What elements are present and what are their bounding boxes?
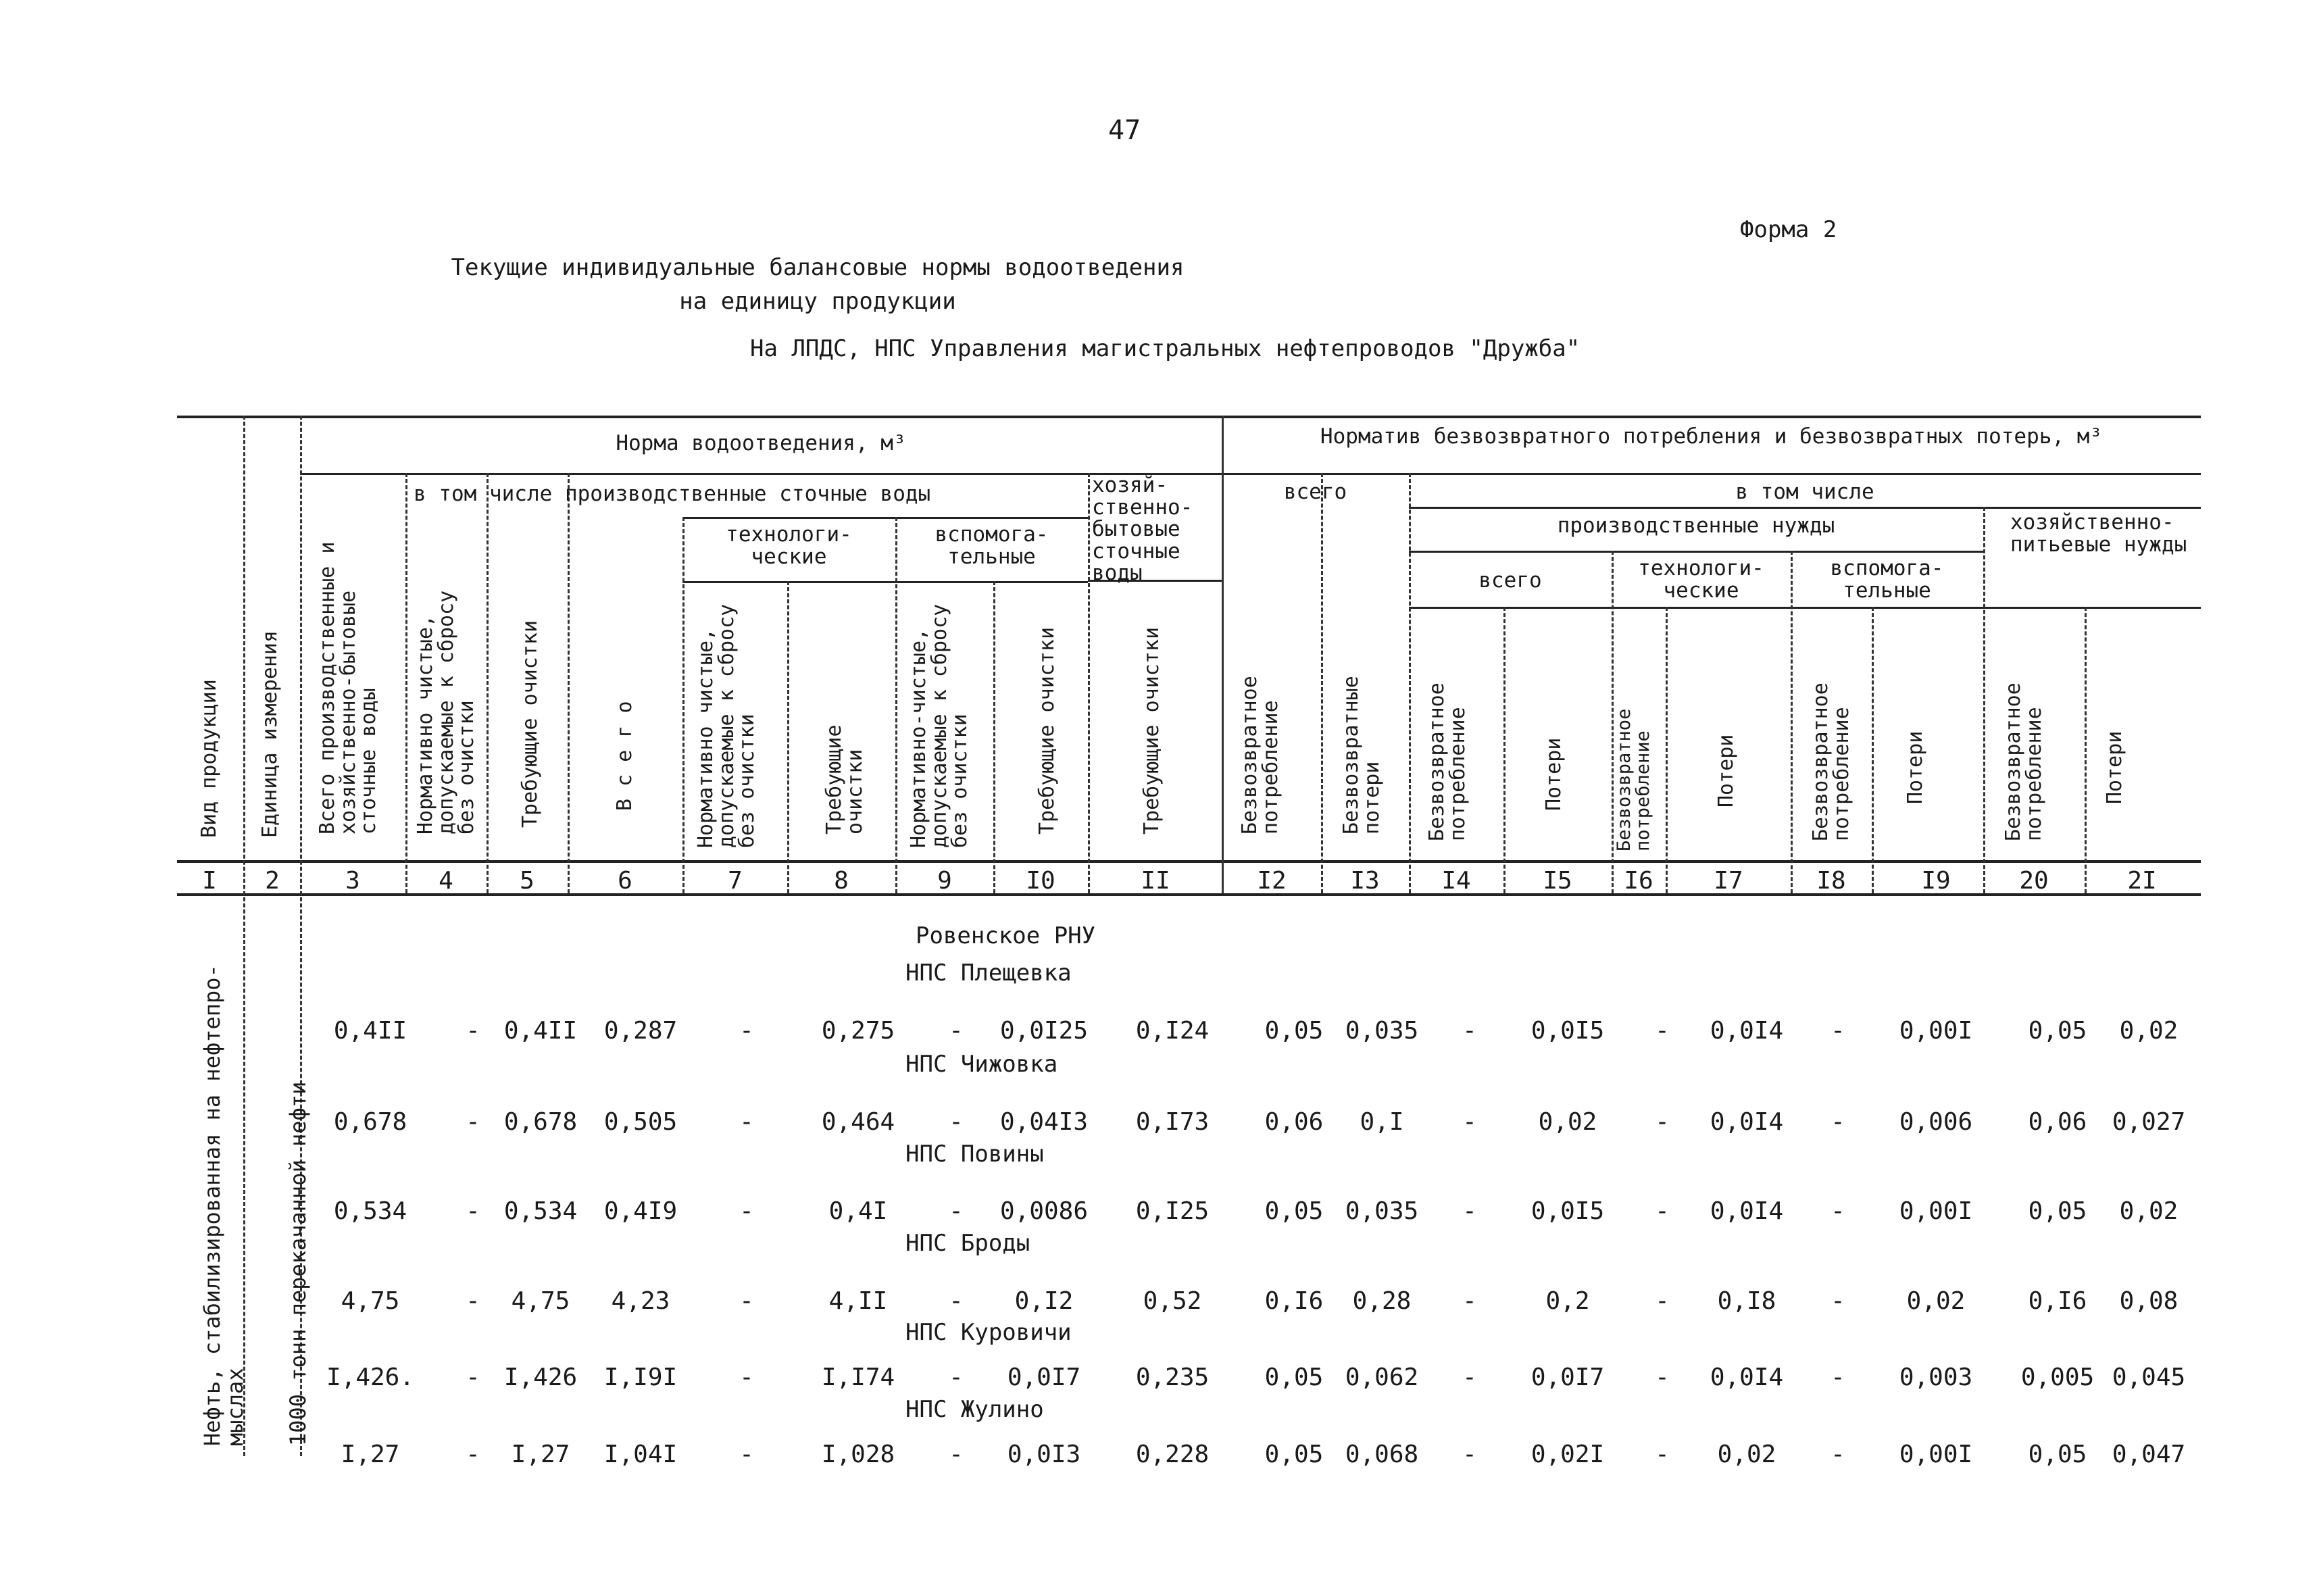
header-col5: Требующие очистки xyxy=(518,620,542,828)
table-cell: 0,28 xyxy=(1352,1287,1412,1315)
header-drinking: хозяйственно- питьевые нужды xyxy=(2010,510,2187,557)
rule-h2 xyxy=(300,473,2201,475)
table-cell: - xyxy=(1462,1287,1477,1315)
table-cell: 0,02 xyxy=(1717,1441,1776,1468)
table-cell: 0,505 xyxy=(603,1108,678,1136)
header-col13: Безвозвратные потери xyxy=(1339,676,1384,834)
table-cell: - xyxy=(1831,1108,1845,1136)
vline-6 xyxy=(682,517,684,893)
vline-4 xyxy=(487,473,489,893)
table-cell: 0,045 xyxy=(2112,1364,2186,1391)
table-cell: - xyxy=(1655,1108,1670,1136)
table-cell: 0,035 xyxy=(1345,1017,1419,1045)
table-cell: 4,II xyxy=(828,1287,888,1315)
table-cell: - xyxy=(739,1197,754,1225)
header-unit: Единица измерения xyxy=(258,630,282,838)
table-cell: - xyxy=(739,1108,754,1136)
table-cell: I,27 xyxy=(341,1441,400,1468)
header-auxiliary: вспомога- тельные xyxy=(935,522,1049,569)
header-col4: Нормативно чистые, допускаемые к сбросу без очистки xyxy=(414,590,479,834)
table-cell: 0,005 xyxy=(2020,1364,2095,1391)
table-cell: 0,05 xyxy=(2028,1017,2087,1045)
header-total-14-15: всего xyxy=(1478,568,1542,593)
rule-h3a xyxy=(682,517,1088,519)
table-cell: 0,027 xyxy=(2112,1108,2186,1136)
table-cell: 0,047 xyxy=(2112,1441,2186,1468)
title-line-3: На ЛПДС, НПС Управления магистральных нефтепроводов "Дружба" xyxy=(750,335,1580,362)
table-cell: 0,678 xyxy=(503,1108,578,1136)
header-col16: Безвозвратное потребление xyxy=(1614,708,1653,851)
column-number: I xyxy=(202,867,217,895)
table-cell: I,I74 xyxy=(821,1364,895,1391)
table-cell: - xyxy=(949,1364,964,1391)
table-cell: 0,52 xyxy=(1143,1287,1202,1315)
table-cell: - xyxy=(739,1017,754,1045)
table-cell: 0,003 xyxy=(1899,1364,1973,1391)
header-col18: Безвозвратное потребление xyxy=(1809,682,1853,841)
table-cell: 0,I24 xyxy=(1135,1017,1210,1045)
table-cell: 0,I8 xyxy=(1717,1287,1776,1315)
side-label-unit: 1000 тонн перекачанной нефти xyxy=(285,1081,311,1446)
header-bottom-rule xyxy=(177,860,2201,863)
table-cell: - xyxy=(949,1197,964,1225)
table-cell: 0,00I xyxy=(1899,1017,1973,1045)
header-col19: Потери xyxy=(1903,730,1927,804)
table-cell: - xyxy=(949,1287,964,1315)
column-number: 7 xyxy=(728,867,743,895)
table-cell: 0,00I xyxy=(1899,1197,1973,1225)
table-cell: I,I9I xyxy=(603,1364,678,1391)
table-cell: - xyxy=(739,1287,754,1315)
table-cell: - xyxy=(949,1017,964,1045)
header-col8: Требующие очистки xyxy=(822,724,867,834)
header-incl-production: в том числе производственные сточные воды xyxy=(414,482,931,506)
title-line-2: на единицу продукции xyxy=(679,288,956,315)
header-col9: Нормативно-чистые, допускаемые к сбросу без очистки xyxy=(907,603,972,848)
vline-3 xyxy=(405,473,407,893)
table-top-rule xyxy=(177,416,2201,418)
header-production-needs: производственные нужды xyxy=(1557,514,1835,538)
table-cell: - xyxy=(1462,1364,1477,1391)
table-cell: 0,464 xyxy=(821,1108,895,1136)
table-cell: 0,02 xyxy=(1538,1108,1597,1136)
table-cell: 0,4II xyxy=(333,1017,407,1045)
table-cell: - xyxy=(1831,1441,1845,1468)
table-cell: 0,I xyxy=(1360,1108,1404,1136)
header-aux-18-19: вспомога- тельные xyxy=(1830,556,1944,603)
table-cell: - xyxy=(1831,1197,1845,1225)
station-name: НПС Повины xyxy=(905,1141,1044,1168)
table-cell: 0,02 xyxy=(1906,1287,1966,1315)
colnum-bottom-rule xyxy=(177,893,2201,896)
table-cell: - xyxy=(949,1441,964,1468)
table-cell: 0,235 xyxy=(1135,1364,1210,1391)
table-cell: 0,I25 xyxy=(1135,1197,1210,1225)
vline-5 xyxy=(568,473,570,893)
table-cell: 0,05 xyxy=(1264,1197,1324,1225)
table-cell: 0,0I4 xyxy=(1710,1197,1784,1225)
table-cell: - xyxy=(466,1197,480,1225)
table-cell: - xyxy=(1462,1197,1477,1225)
column-number: 6 xyxy=(618,867,632,895)
station-name: НПС Чижовка xyxy=(905,1051,1058,1078)
vline-9 xyxy=(993,581,995,893)
table-cell: 0,0I25 xyxy=(999,1017,1089,1045)
table-cell: 0,04I3 xyxy=(999,1108,1089,1136)
table-cell: - xyxy=(466,1108,480,1136)
table-cell: 0,08 xyxy=(2119,1287,2179,1315)
table-cell: - xyxy=(466,1441,480,1468)
table-cell: - xyxy=(1462,1108,1477,1136)
column-number: 4 xyxy=(439,867,453,895)
header-col15: Потери xyxy=(1542,737,1566,811)
station-name: НПС Куровичи xyxy=(905,1319,1072,1346)
table-cell: 4,75 xyxy=(341,1287,400,1315)
table-cell: 0,00I xyxy=(1899,1441,1973,1468)
table-cell: - xyxy=(739,1441,754,1468)
station-name: НПС Жулино xyxy=(905,1396,1044,1423)
table-cell: 0,02 xyxy=(2119,1197,2179,1225)
table-cell: I,27 xyxy=(511,1441,570,1468)
table-cell: 0,275 xyxy=(821,1017,895,1045)
table-cell: - xyxy=(466,1287,480,1315)
vline-18 xyxy=(1872,607,1874,893)
table-cell: - xyxy=(1655,1197,1670,1225)
column-number: 8 xyxy=(834,867,849,895)
table-cell: 0,4II xyxy=(503,1017,578,1045)
header-technological: технологи- ческие xyxy=(726,522,852,569)
table-cell: 0,062 xyxy=(1345,1364,1419,1391)
vline-10 xyxy=(1088,473,1090,893)
header-col17: Потери xyxy=(1714,734,1738,807)
table-cell: 0,05 xyxy=(1264,1017,1324,1045)
vline-20 xyxy=(2085,607,2087,893)
table-cell: - xyxy=(466,1364,480,1391)
title-line-1: Текущие индивидуальные балансовые нормы водоотведения xyxy=(451,254,1185,281)
header-total-12-13: всего xyxy=(1283,480,1347,504)
column-number: I5 xyxy=(1543,867,1572,895)
table-cell: 0,I2 xyxy=(1014,1287,1074,1315)
vline-7 xyxy=(787,581,789,893)
table-cell: - xyxy=(1462,1017,1477,1045)
header-col21: Потери xyxy=(2103,730,2126,804)
header-col7: Нормативно чистые, допускаемые к сбросу без очистки xyxy=(694,603,760,848)
column-number: I7 xyxy=(1714,867,1743,895)
header-col11: Требующие очистки xyxy=(1140,626,1164,834)
table-cell: - xyxy=(1655,1017,1670,1045)
rule-h3b xyxy=(1409,507,2201,509)
table-cell: - xyxy=(1831,1364,1845,1391)
table-cell: 0,2 xyxy=(1545,1287,1590,1315)
table-cell: 0,006 xyxy=(1899,1108,1973,1136)
table-cell: 0,287 xyxy=(603,1017,678,1045)
table-cell: 0,05 xyxy=(2028,1197,2087,1225)
table-cell: - xyxy=(1655,1287,1670,1315)
column-number: I2 xyxy=(1257,867,1287,895)
table-cell: 0,0086 xyxy=(999,1197,1089,1225)
table-cell: 0,06 xyxy=(2028,1108,2087,1136)
table-cell: 0,0I4 xyxy=(1710,1108,1784,1136)
header-col20: Безвозвратное потребление xyxy=(2001,682,2046,841)
table-cell: 0,228 xyxy=(1135,1441,1210,1468)
vline-8 xyxy=(895,517,897,893)
table-cell: 0,035 xyxy=(1345,1197,1419,1225)
table-cell: I,426. xyxy=(326,1364,415,1391)
header-col6: В с е г о xyxy=(613,701,637,811)
header-col3: Всего производственные и хозяйственно-бытовые сточные воды xyxy=(316,541,381,834)
table-cell: I,04I xyxy=(603,1441,678,1468)
table-cell: I,028 xyxy=(821,1441,895,1468)
vline-16 xyxy=(1666,607,1668,893)
table-cell: 0,534 xyxy=(333,1197,407,1225)
form-label: Форма 2 xyxy=(1740,216,1837,243)
table-cell: 0,0I4 xyxy=(1710,1364,1784,1391)
table-cell: 4,23 xyxy=(611,1287,670,1315)
side-label-product: Нефть, стабилизированная на нефтепро- мыслах xyxy=(199,964,248,1446)
table-cell: - xyxy=(1831,1017,1845,1045)
column-number: I0 xyxy=(1026,867,1055,895)
page-number: 47 xyxy=(1108,115,1141,146)
header-col12: Безвозвратное потребление xyxy=(1238,676,1283,834)
table-cell: 0,05 xyxy=(2028,1441,2087,1468)
table-cell: 0,0I4 xyxy=(1710,1017,1784,1045)
column-number: 5 xyxy=(520,867,534,895)
rule-h4b xyxy=(1409,551,1983,553)
rule-h5 xyxy=(1409,607,2201,609)
table-cell: 0,4I xyxy=(828,1197,888,1225)
header-incl: в том числе xyxy=(1735,480,1874,504)
table-cell: 0,534 xyxy=(503,1197,578,1225)
column-number: 2I xyxy=(2127,867,2157,895)
rule-h4a xyxy=(682,581,1088,583)
table-cell: 0,I6 xyxy=(2028,1287,2087,1315)
header-household: хозяй- ственно- бытовые сточные воды xyxy=(1092,473,1193,586)
vline-17 xyxy=(1791,551,1793,893)
table-cell: 0,0I7 xyxy=(1530,1364,1605,1391)
column-number: I8 xyxy=(1816,867,1846,895)
table-cell: 0,0I7 xyxy=(1007,1364,1081,1391)
table-cell: 0,068 xyxy=(1345,1441,1419,1468)
column-number: 2 xyxy=(265,867,280,895)
table-cell: 0,I6 xyxy=(1264,1287,1324,1315)
column-number: 3 xyxy=(345,867,360,895)
column-number: II xyxy=(1141,867,1170,895)
header-col10: Требующие очистки xyxy=(1035,626,1059,834)
table-cell: - xyxy=(1831,1287,1845,1315)
table-cell: 0,678 xyxy=(333,1108,407,1136)
table-cell: - xyxy=(949,1108,964,1136)
column-number: 20 xyxy=(2019,867,2049,895)
station-name: НПС Броды xyxy=(905,1230,1030,1257)
table-cell: 0,0I3 xyxy=(1007,1441,1081,1468)
header-norm-group: Норма водоотведения, м³ xyxy=(616,431,906,455)
header-col14: Безвозвратное потребление xyxy=(1425,682,1470,841)
table-cell: - xyxy=(739,1364,754,1391)
table-cell: 0,06 xyxy=(1264,1108,1324,1136)
column-number: I4 xyxy=(1441,867,1471,895)
table-cell: 0,4I9 xyxy=(603,1197,678,1225)
rnu-label: Ровенское РНУ xyxy=(916,922,1096,949)
table-cell: 0,02I xyxy=(1530,1441,1605,1468)
column-number: 9 xyxy=(937,867,952,895)
column-number: I3 xyxy=(1350,867,1380,895)
table-cell: 0,05 xyxy=(1264,1364,1324,1391)
vline-12 xyxy=(1321,473,1323,893)
header-product-type: Вид продукции xyxy=(197,679,221,838)
column-number: I6 xyxy=(1624,867,1653,895)
table-cell: - xyxy=(1655,1364,1670,1391)
table-cell: 0,02 xyxy=(2119,1017,2179,1045)
table-cell: - xyxy=(466,1017,480,1045)
header-irrev-group: Норматив безвозвратного потребления и безвозвратных потерь, м³ xyxy=(1320,424,2103,449)
table-cell: 0,05 xyxy=(1264,1441,1324,1468)
table-cell: 0,I73 xyxy=(1135,1108,1210,1136)
vline-14 xyxy=(1503,607,1505,893)
table-cell: 0,0I5 xyxy=(1530,1197,1605,1225)
station-name: НПС Плещевка xyxy=(905,959,1072,987)
vline-19 xyxy=(1983,507,1985,893)
table-cell: - xyxy=(1462,1441,1477,1468)
table-cell: 4,75 xyxy=(511,1287,570,1315)
column-number: I9 xyxy=(1921,867,1951,895)
table-cell: 0,0I5 xyxy=(1530,1017,1605,1045)
table-cell: I,426 xyxy=(503,1364,578,1391)
table-cell: - xyxy=(1655,1441,1670,1468)
header-tech-16-17: технологи- ческие xyxy=(1638,556,1764,603)
